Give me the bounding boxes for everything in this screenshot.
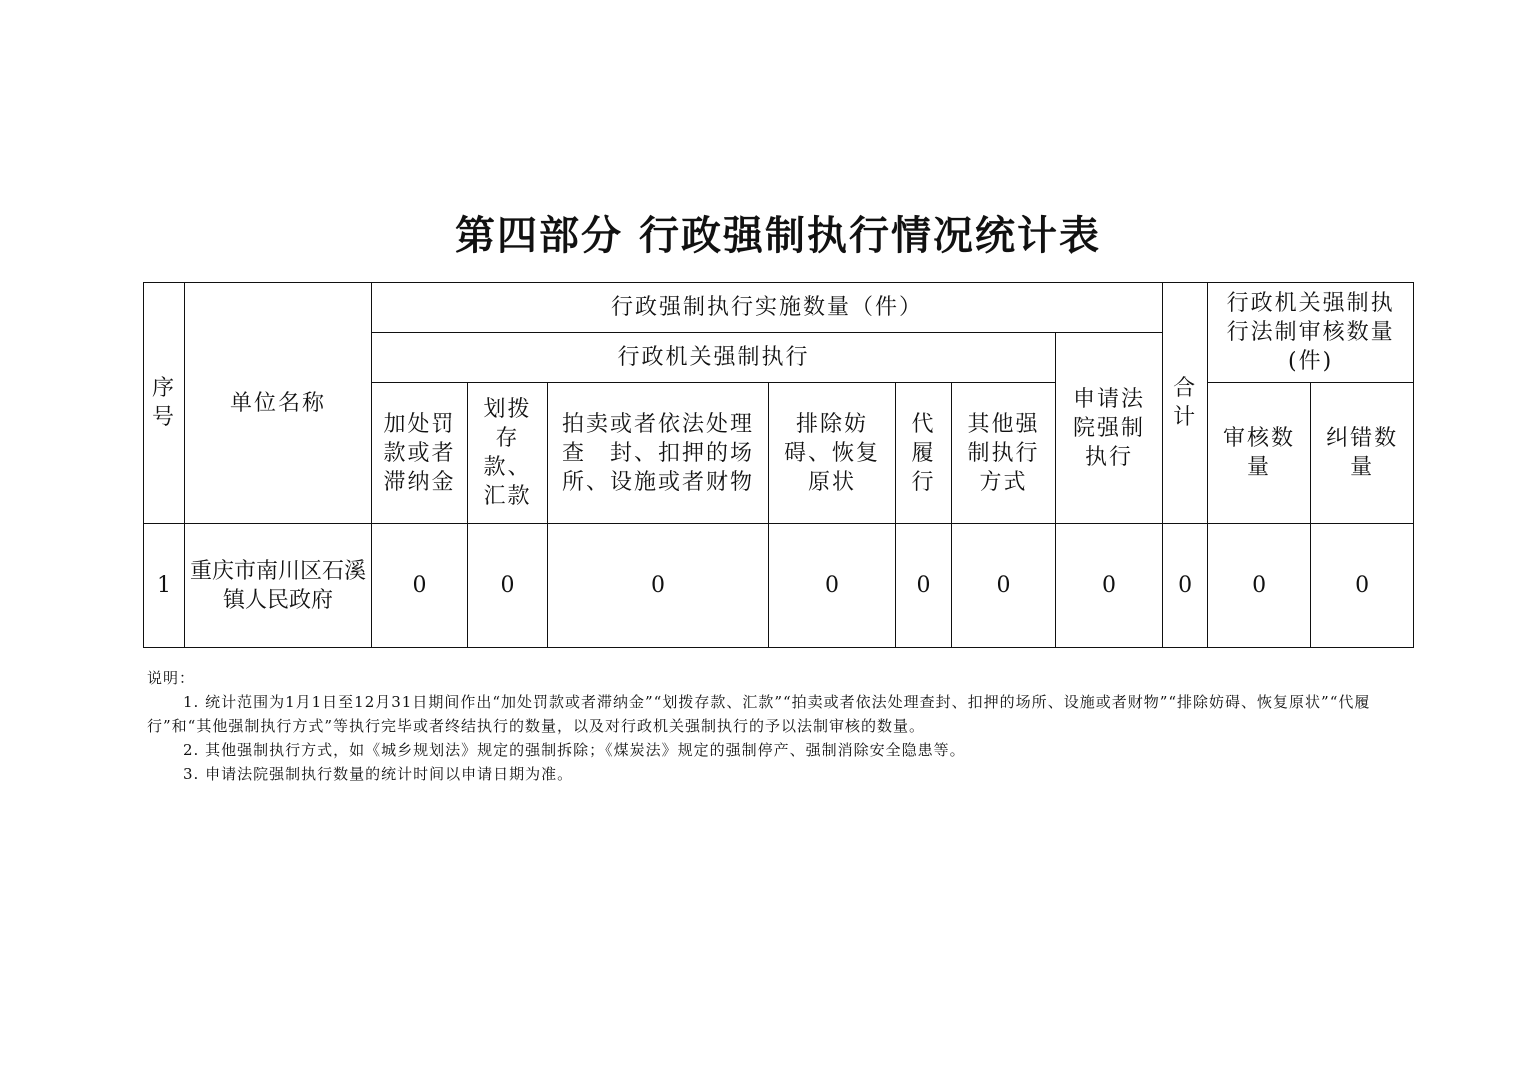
table-row: [144, 524, 1414, 648]
header-seq: 序号: [144, 283, 185, 524]
cell-auction: 0: [548, 524, 769, 648]
cell-fines: 0: [372, 524, 468, 648]
header-court: 申请法院强制执行: [1056, 333, 1163, 524]
header-transfer: 划拨存 款、汇款: [468, 383, 548, 524]
header-review-count: 审核数量: [1208, 383, 1311, 524]
cell-transfer: 0: [468, 524, 548, 648]
header-total: 合计: [1163, 283, 1208, 524]
cell-total: 0: [1163, 524, 1208, 648]
enforcement-stats-table: [143, 282, 1414, 648]
cell-review-count: 0: [1208, 524, 1311, 648]
cell-remove: 0: [769, 524, 896, 648]
header-admin-group: 行政机关强制执行: [372, 333, 1056, 383]
note-item: 1. 统计范围为1月1日至12月31日期间作出“加处罚款或者滞纳金”“划拨存款、汇款”“拍卖或者依法处理查封、扣押的场所、设施或者财物”“排除妨碍、恢复原状”“代履行”和“其他强制执行方式”等执行完毕或者终结执行的数量，以及对行政机关强制执行的予以法制审核的数量。: [147, 693, 1371, 735]
cell-court: 0: [1056, 524, 1163, 648]
header-implementation-group: 行政强制执行实施数量（件）: [372, 283, 1163, 333]
header-correction-count: 纠错数量: [1311, 383, 1414, 524]
cell-correction-count: 0: [1311, 524, 1414, 648]
cell-substitute: 0: [896, 524, 952, 648]
page-title: 第四部分 行政强制执行情况统计表: [455, 212, 1101, 259]
header-auction: 拍卖或者依法处理查 封、扣押的场所、设施或者财物: [548, 383, 769, 524]
cell-unit-name: 重庆市南川区石溪镇人民政府: [185, 524, 372, 648]
note-item: 2. 其他强制执行方式，如《城乡规划法》规定的强制拆除；《煤炭法》规定的强制停产、强制消除安全隐患等。: [183, 741, 966, 759]
cell-other: 0: [952, 524, 1056, 648]
header-review-group: 行政机关强制执行法制审核数量(件): [1208, 283, 1414, 383]
notes-section: [147, 666, 1397, 786]
header-substitute: 代履行: [896, 383, 952, 524]
notes-heading: 说明：: [147, 669, 196, 687]
cell-seq: 1: [144, 524, 185, 648]
header-fines: 加处罚款或者滞纳金: [372, 383, 468, 524]
header-unit-name: 单位名称: [185, 283, 372, 524]
header-remove: 排除妨碍、恢复原状: [769, 383, 896, 524]
note-item: 3. 申请法院强制执行数量的统计时间以申请日期为准。: [183, 765, 574, 783]
header-other: 其他强制执行方式: [952, 383, 1056, 524]
